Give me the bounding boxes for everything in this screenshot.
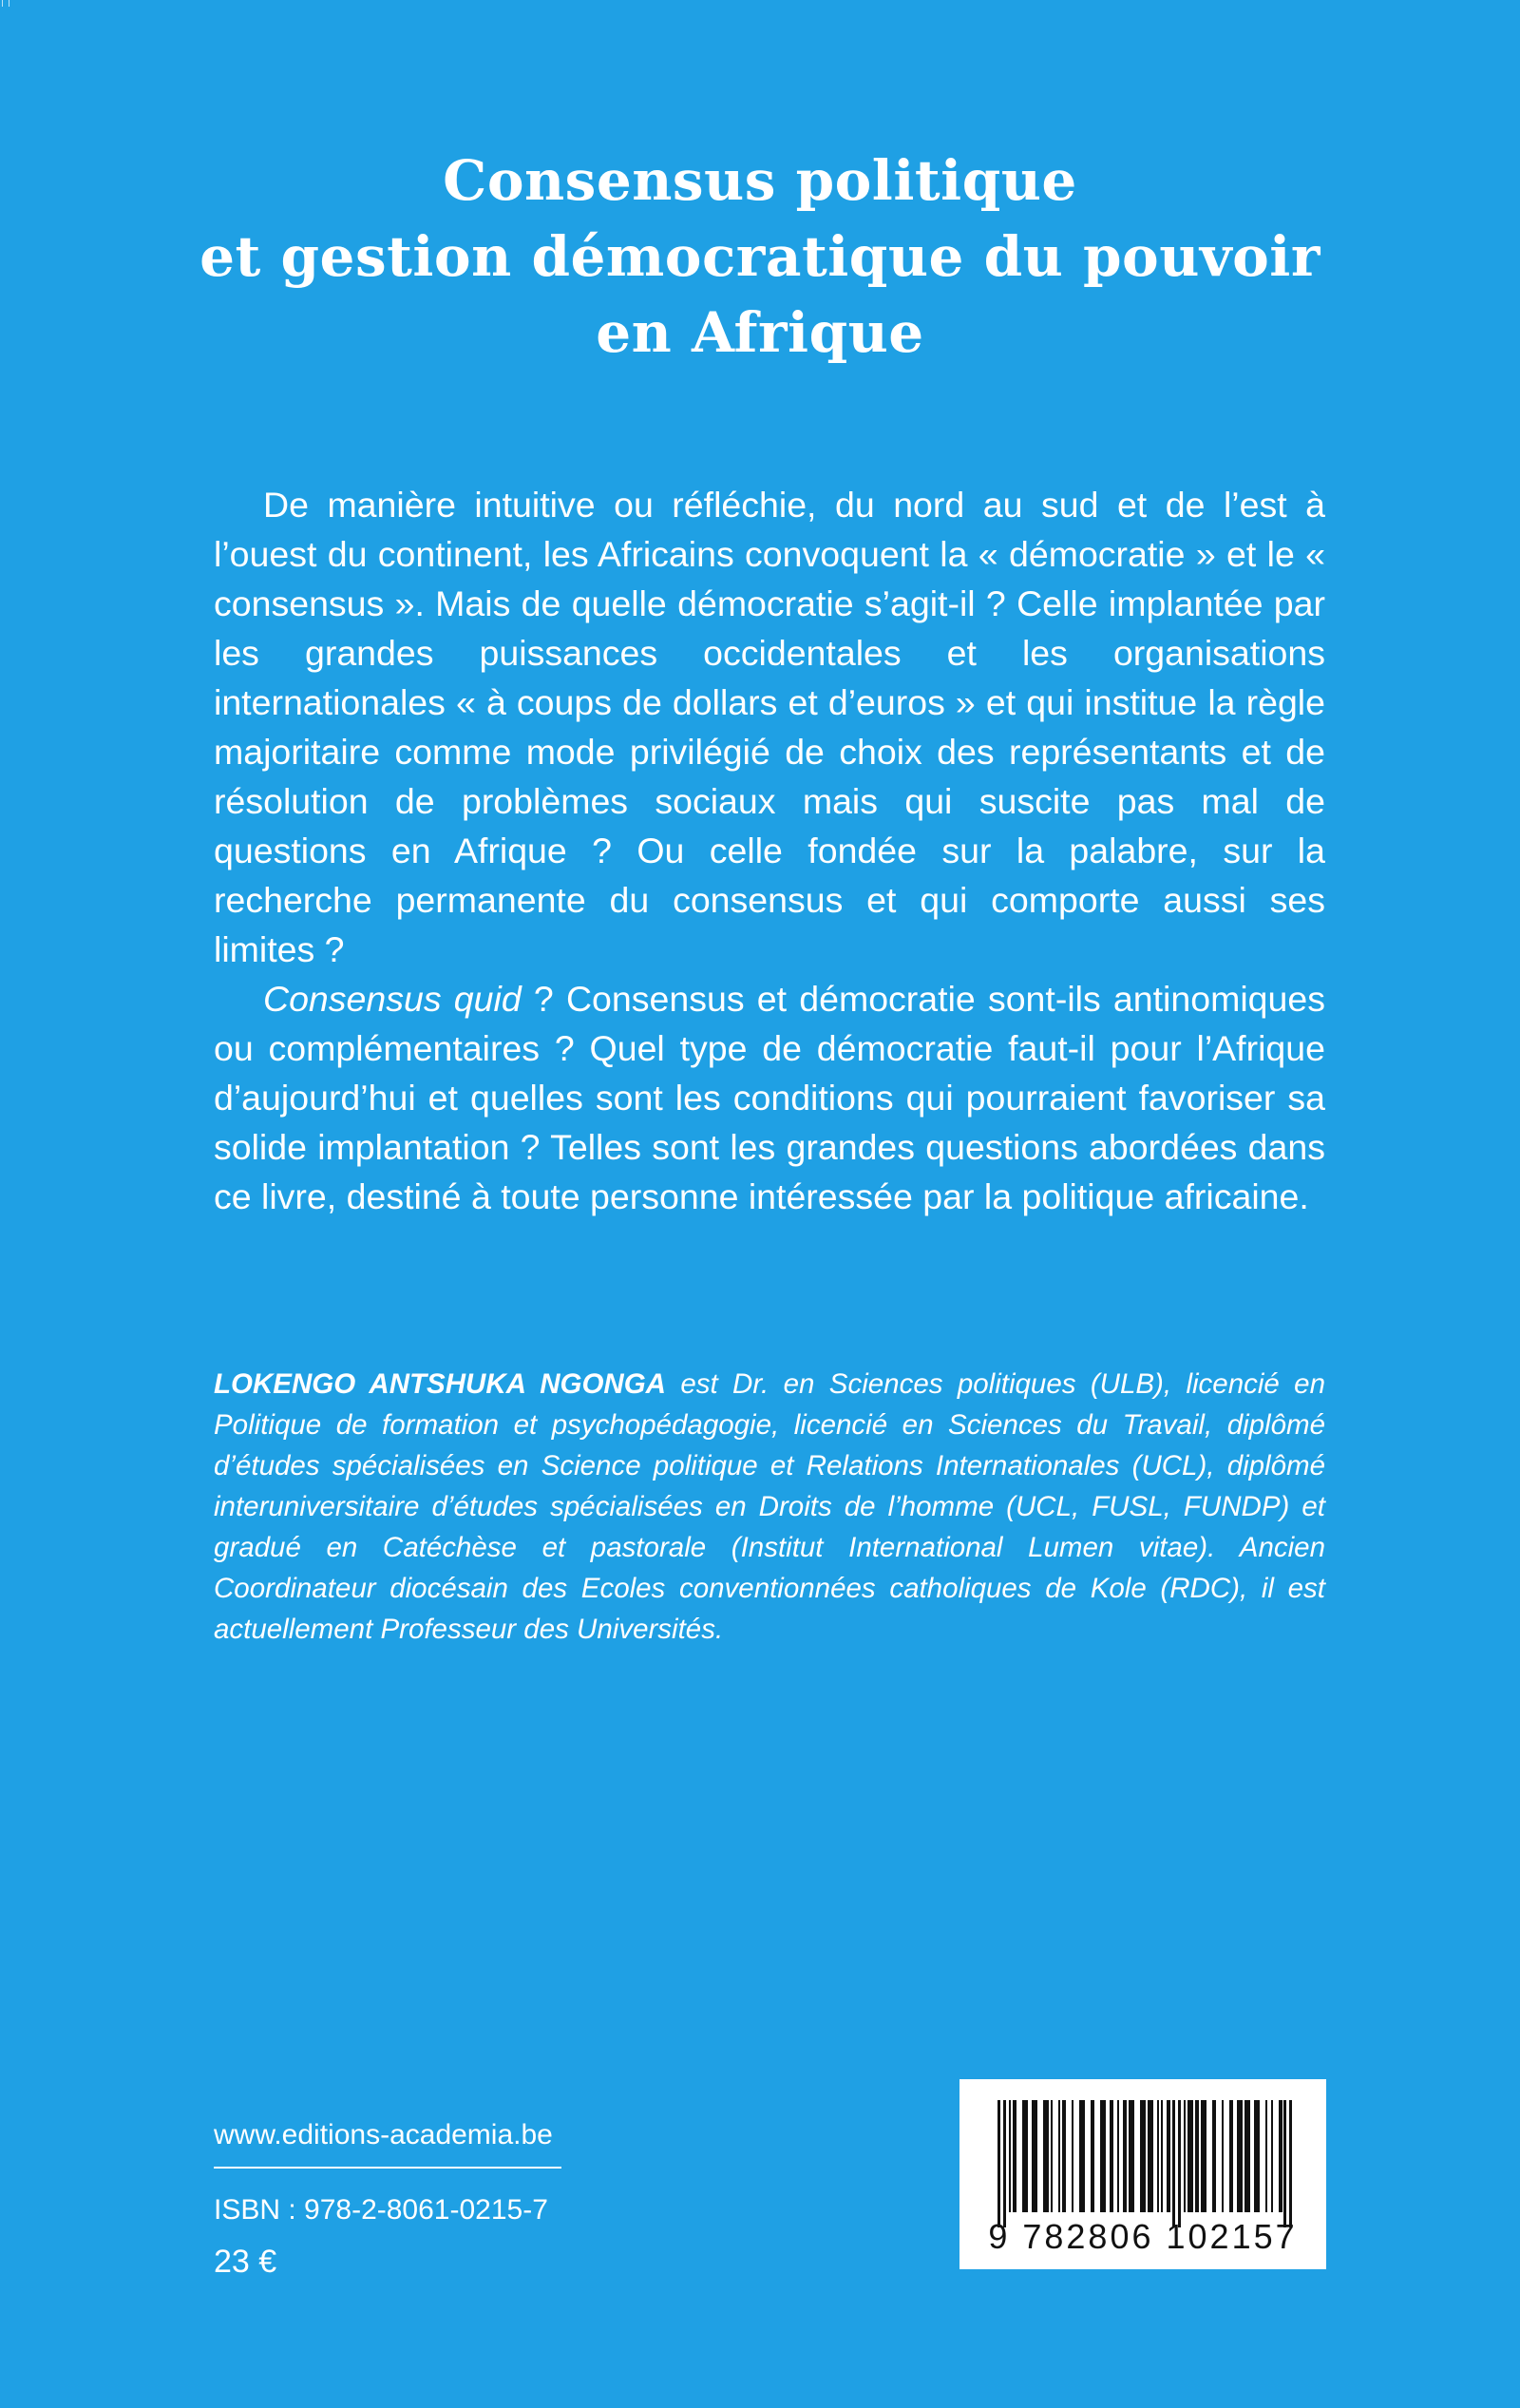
barcode-bar	[1161, 2100, 1163, 2212]
barcode-bar	[1283, 2100, 1286, 2227]
barcode-bar	[1013, 2100, 1016, 2212]
author-name: LOKENGO ANTSHUKA NGONGA	[214, 1368, 666, 1400]
crop-mark-icon	[2, 0, 10, 7]
book-blurb	[214, 480, 1325, 1221]
blurb-paragraph-2-text: ? Consensus et démocratie sont-ils antinomiques ou complémentaires ? Quel type de démocratie faut-il pour l’Afrique d’aujourd’hui et quelles sont les conditions qui pourraient favoriser sa solide implantation ? Telles sont les grandes questions abordées dans ce livre, destiné à toute personne intéressée par la politique africaine.	[214, 979, 1325, 1216]
blurb-paragraph-1: De manière intuitive ou réfléchie, du nord au sud et de l’est à l’ouest du continent, les Africains convoquent la « démocratie » et le « consensus ». Mais de quelle démocratie s’agit-il ? Celle implantée par les grandes puissances occidentales et les organisations internationales « à coups de dollars et d’euros » et qui institue la règle majoritaire comme mode privilégié de choix des représentants et de résolution de problèmes sociaux mais qui suscite pas mal de questions en Afrique ? Ou celle fondée sur la palabre, sur la recherche permanente du consensus et qui comporte aussi ses limites ?	[214, 485, 1325, 969]
barcode-bar	[1254, 2100, 1260, 2212]
barcode-bar	[1188, 2100, 1193, 2212]
barcode-bar	[1003, 2100, 1006, 2227]
barcode-bar	[1062, 2100, 1066, 2212]
barcode-bar	[1032, 2100, 1037, 2212]
barcode-bar	[1222, 2100, 1224, 2212]
barcode-bar	[1229, 2100, 1233, 2212]
author-bio-text: est Dr. en Sciences politiques (ULB), licencié en Politique de formation et psychopédagogie, licencié en Sciences du Travail, diplômé d’études spécialisées en Science politique et Relations Internationales (UCL), diplômé interuniversitaire d’études spécialisées en Droits de l’homme (UCL, FUSL, FUNDP) et gradué en Catéchèse et pastorale (Institut International Lumen vitae). Ancien Coordinateur diocésain des Ecoles conventionnées catholiques de Kole (RDC), il est actuellement Professeur des Universités.	[214, 1368, 1325, 1645]
barcode-bar	[1117, 2100, 1119, 2212]
book-title	[0, 143, 1520, 371]
barcode-bar	[1265, 2100, 1267, 2212]
blurb-italic-phrase: Consensus quid	[263, 979, 522, 1019]
barcode-bar	[1157, 2100, 1159, 2212]
barcode-bar	[1129, 2100, 1134, 2212]
barcode-bar	[1148, 2100, 1153, 2212]
barcode-bar	[1184, 2100, 1186, 2212]
barcode-bar	[1043, 2100, 1049, 2212]
barcode-bar	[1091, 2100, 1094, 2212]
barcode-bar	[1237, 2100, 1243, 2212]
title-line-2: et gestion démocratique du pouvoir	[200, 224, 1320, 289]
barcode-bar	[1009, 2100, 1011, 2212]
book-price: 23 €	[214, 2244, 277, 2280]
barcode-bar	[1123, 2100, 1127, 2212]
barcode-bar	[1100, 2100, 1106, 2212]
barcode-digits: 9 782806 102157	[988, 2217, 1298, 2256]
barcode-bar	[1051, 2100, 1053, 2212]
barcode-bar	[1244, 2100, 1250, 2212]
title-line-3: en Afrique	[596, 300, 924, 365]
barcode-bar	[1271, 2100, 1273, 2212]
author-bio	[214, 1364, 1325, 1650]
barcode-bar	[1279, 2100, 1282, 2212]
barcode-bar	[1058, 2100, 1060, 2212]
barcode	[960, 2079, 1326, 2269]
barcode-bar	[1140, 2100, 1146, 2212]
isbn-number: ISBN : 978-2-8061-0215-7	[214, 2194, 548, 2226]
barcode-bar	[1072, 2100, 1074, 2212]
title-line-1: Consensus politique	[443, 148, 1077, 213]
barcode-bar	[1289, 2100, 1292, 2227]
barcode-bar	[1172, 2100, 1175, 2227]
barcode-bar	[1110, 2100, 1113, 2212]
publisher-website: www.editions-academia.be	[214, 2119, 553, 2150]
barcode-bar	[1178, 2100, 1181, 2227]
barcode-bar	[1079, 2100, 1085, 2212]
barcode-bar	[1022, 2100, 1028, 2212]
barcode-bar	[1201, 2100, 1206, 2212]
barcode-bar	[1167, 2100, 1170, 2212]
footer-divider	[214, 2167, 561, 2169]
blurb-paragraph-2	[214, 974, 1325, 1221]
barcode-bar	[1212, 2100, 1216, 2212]
barcode-bar	[1195, 2100, 1199, 2212]
barcode-bar	[998, 2100, 1000, 2227]
